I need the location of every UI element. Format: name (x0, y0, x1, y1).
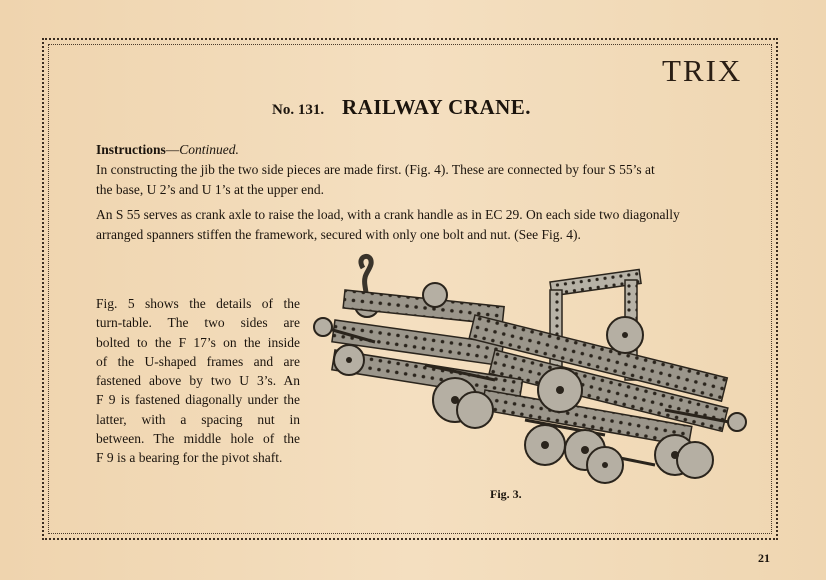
model-number: No. 131. (272, 102, 325, 118)
side-line: bolted to the F 17’s on the inside (96, 334, 300, 350)
paragraph-line: An S 55 serves as crank axle to raise the load, with a crank handle as in EC 29. On each side two diagonally (96, 207, 680, 222)
side-line: of the U-shaped frames and are (96, 353, 300, 369)
instructions-heading (96, 142, 239, 158)
side-line: turn-table. The two sides are (96, 315, 300, 331)
brand-logo: TRIX (662, 53, 743, 88)
side-line: between. The middle hole of the (96, 431, 300, 447)
side-line: F 9 is a bearing for the pivot shaft. (96, 450, 283, 466)
page-number: 21 (758, 551, 770, 565)
instructions-dash: — (165, 142, 180, 157)
instructions-continued: Continued. (179, 142, 239, 157)
paragraph-crank (96, 205, 746, 245)
turntable-description (96, 294, 300, 468)
paragraph-jib (96, 160, 746, 200)
side-line: fastened above by two U 3’s. An (96, 373, 300, 389)
paragraph-line: the base, U 2’s and U 1’s at the upper end. (96, 182, 324, 197)
instructions-lead: Instructions (96, 142, 166, 157)
side-line: Fig. 5 shows the details of the (96, 296, 300, 311)
side-line: latter, with a spacing nut in (96, 411, 300, 427)
figure-caption: Fig. 3. (490, 487, 522, 501)
side-line: F 9 is fastened diagonally under the (96, 392, 300, 408)
paragraph-line: arranged spanners stiffen the framework, secured with only one bolt and nut. (See Fig. 4). (96, 227, 581, 242)
paragraph-line: In constructing the jib the two side pieces are made first. (Fig. 4). These are connected by four S 55’s at (96, 162, 655, 177)
crane-chassis-illustration (305, 250, 755, 495)
model-name: RAILWAY CRANE. (342, 95, 532, 119)
